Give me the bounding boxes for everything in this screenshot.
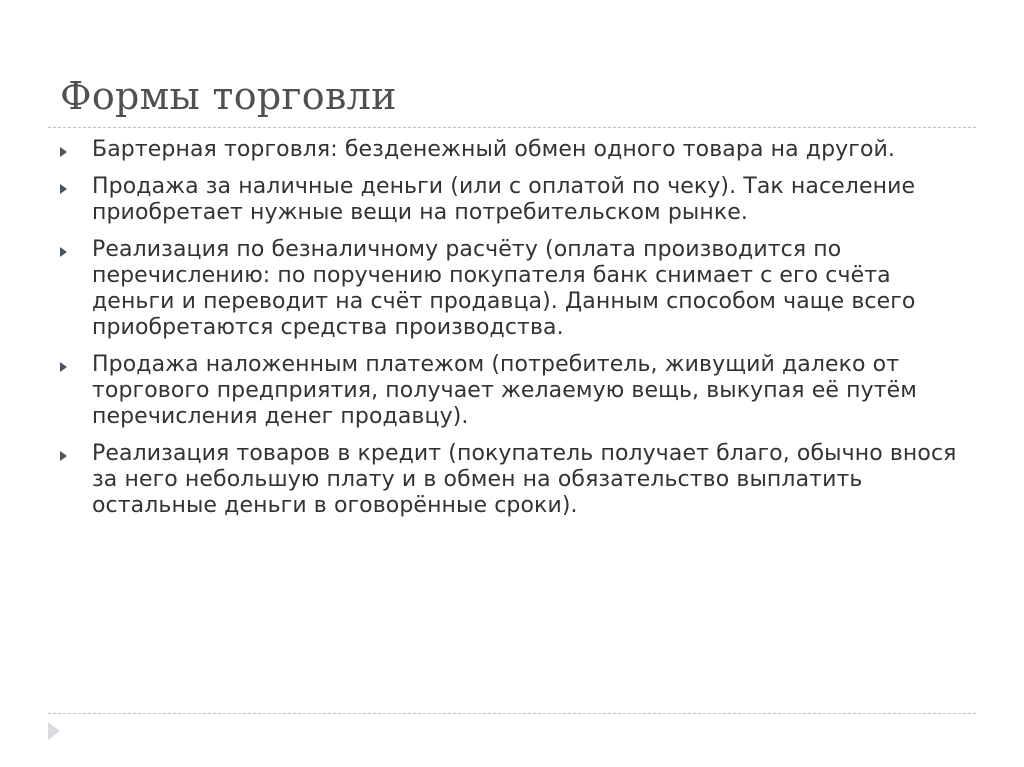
play-arrow-icon — [48, 722, 60, 740]
bullet-text: Бартерная торговля: безденежный обмен одного товара на другой. — [92, 137, 895, 162]
bullet-text: Реализация товаров в кредит (покупатель получает благо, обычно внося за него небольшую плату и в обмен на обязательство выплатить остальные деньги в оговорённые сроки). — [92, 441, 957, 518]
triangle-right-icon — [60, 184, 67, 194]
bullet-text: Продажа за наличные деньги (или с оплатой по чеку). Так население приобретает нужные вещи на потребительском рынке. — [92, 174, 916, 225]
footer-divider — [48, 713, 976, 714]
bullet-text: Реализация по безналичному расчёту (оплата производится по перечислению: по поручению покупателя банк снимает с его счёта деньги и переводит на счёт продавца). Данным способом чаще всего приобретаются средства производства. — [92, 237, 916, 340]
triangle-right-icon — [60, 451, 67, 461]
bullet-item — [56, 237, 976, 341]
triangle-right-icon — [60, 362, 67, 372]
slide-title: Формы торговли — [60, 74, 397, 118]
bullet-item — [56, 352, 976, 430]
title-divider — [48, 127, 976, 128]
bullet-text: Продажа наложенным платежом (потребитель, живущий далеко от торгового предприятия, получает желаемую вещь, выкупая её путём перечисления денег продавцу). — [92, 352, 917, 429]
triangle-right-icon — [60, 247, 67, 257]
bullet-item — [56, 137, 976, 163]
bullet-list — [56, 137, 976, 530]
triangle-right-icon — [60, 147, 67, 157]
bullet-item — [56, 174, 976, 226]
bullet-item — [56, 441, 976, 519]
